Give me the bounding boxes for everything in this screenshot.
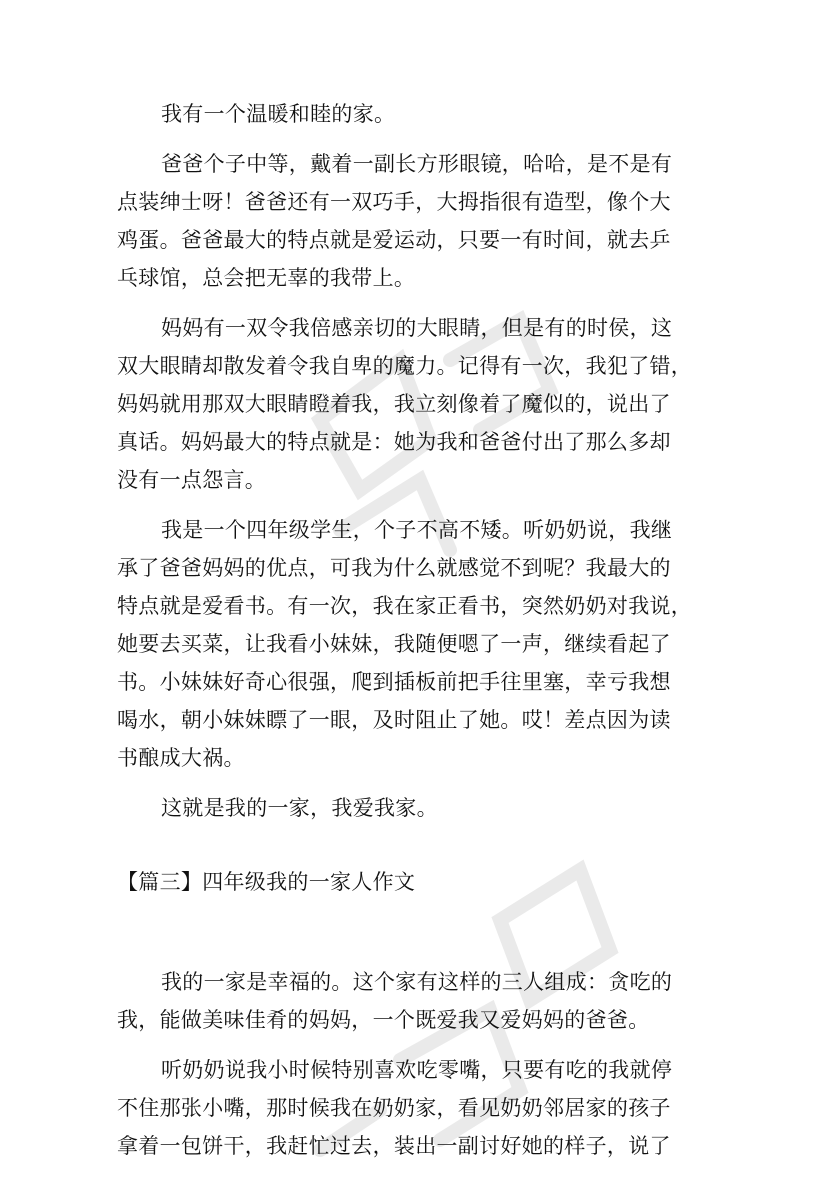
text-line: 承了爸爸妈妈的优点，可我为什么就感觉不到呢？我最大的 bbox=[117, 556, 671, 580]
text-line: 书酿成大祸。 bbox=[117, 746, 245, 770]
spacer bbox=[117, 901, 712, 963]
text-line: 我有一个温暖和睦的家。 bbox=[161, 102, 396, 126]
text-line: 这就是我的一家，我爱我家。 bbox=[161, 796, 438, 820]
paragraph bbox=[117, 145, 712, 297]
text-line: 我，能做美味佳肴的妈妈，一个既爱我又爱妈妈的爸爸。 bbox=[117, 1008, 650, 1032]
text-line: 没有一点怨言。 bbox=[117, 468, 267, 492]
text-line: 喝水，朝小妹妹瞟了一眼，及时阻止了她。哎！差点因为读 bbox=[117, 708, 671, 732]
document-body bbox=[117, 95, 712, 1177]
paragraph bbox=[117, 1051, 712, 1165]
paragraph bbox=[117, 95, 712, 133]
paragraph bbox=[117, 789, 712, 827]
text-line: 书。小妹妹好奇心很强，爬到插板前把手往里塞，幸亏我想 bbox=[117, 670, 671, 694]
paragraph bbox=[117, 963, 712, 1039]
text-line: 爸爸个子中等，戴着一副长方形眼镜，哈哈，是不是有 bbox=[161, 152, 673, 176]
text-line: 她要去买菜，让我看小妹妹，我随便嗯了一声，继续看起了 bbox=[117, 632, 671, 656]
text-line: 特点就是爱看书。有一次，我在家正看书，突然奶奶对我说， bbox=[117, 594, 693, 618]
text-line: 妈妈有一双令我倍感亲切的大眼睛，但是有的时侯，这 bbox=[161, 316, 673, 340]
paragraph bbox=[117, 511, 712, 777]
text-line: 鸡蛋。爸爸最大的特点就是爱运动，只要一有时间，就去乒 bbox=[117, 228, 671, 252]
text-line: 我的一家是幸福的。这个家有这样的三人组成：贪吃的 bbox=[161, 970, 673, 994]
paragraph bbox=[117, 309, 712, 499]
section-heading: 【篇三】四年级我的一家人作文 bbox=[117, 870, 416, 894]
text-line: 双大眼睛却散发着令我自卑的魔力。记得有一次，我犯了错， bbox=[117, 354, 693, 378]
section-part1 bbox=[117, 95, 712, 827]
text-line: 拿着一包饼干，我赶忙过去，装出一副讨好她的样子，说了 bbox=[117, 1134, 671, 1158]
text-line: 点装绅士呀！爸爸还有一双巧手，大拇指很有造型，像个大 bbox=[117, 190, 671, 214]
text-line: 真话。妈妈最大的特点就是：她为我和爸爸付出了那么多却 bbox=[117, 430, 671, 454]
text-line: 乓球馆，总会把无辜的我带上。 bbox=[117, 266, 416, 290]
section-part2 bbox=[117, 963, 712, 1165]
text-line: 妈妈就用那双大眼睛瞪着我，我立刻像着了魔似的，说出了 bbox=[117, 392, 671, 416]
text-line: 不住那张小嘴，那时候我在奶奶家，看见奶奶邻居家的孩子 bbox=[117, 1096, 671, 1120]
text-line: 我是一个四年级学生，个子不高不矮。听奶奶说，我继 bbox=[161, 518, 673, 542]
text-line: 听奶奶说我小时候特别喜欢吃零嘴，只要有吃的我就停 bbox=[161, 1058, 673, 1082]
